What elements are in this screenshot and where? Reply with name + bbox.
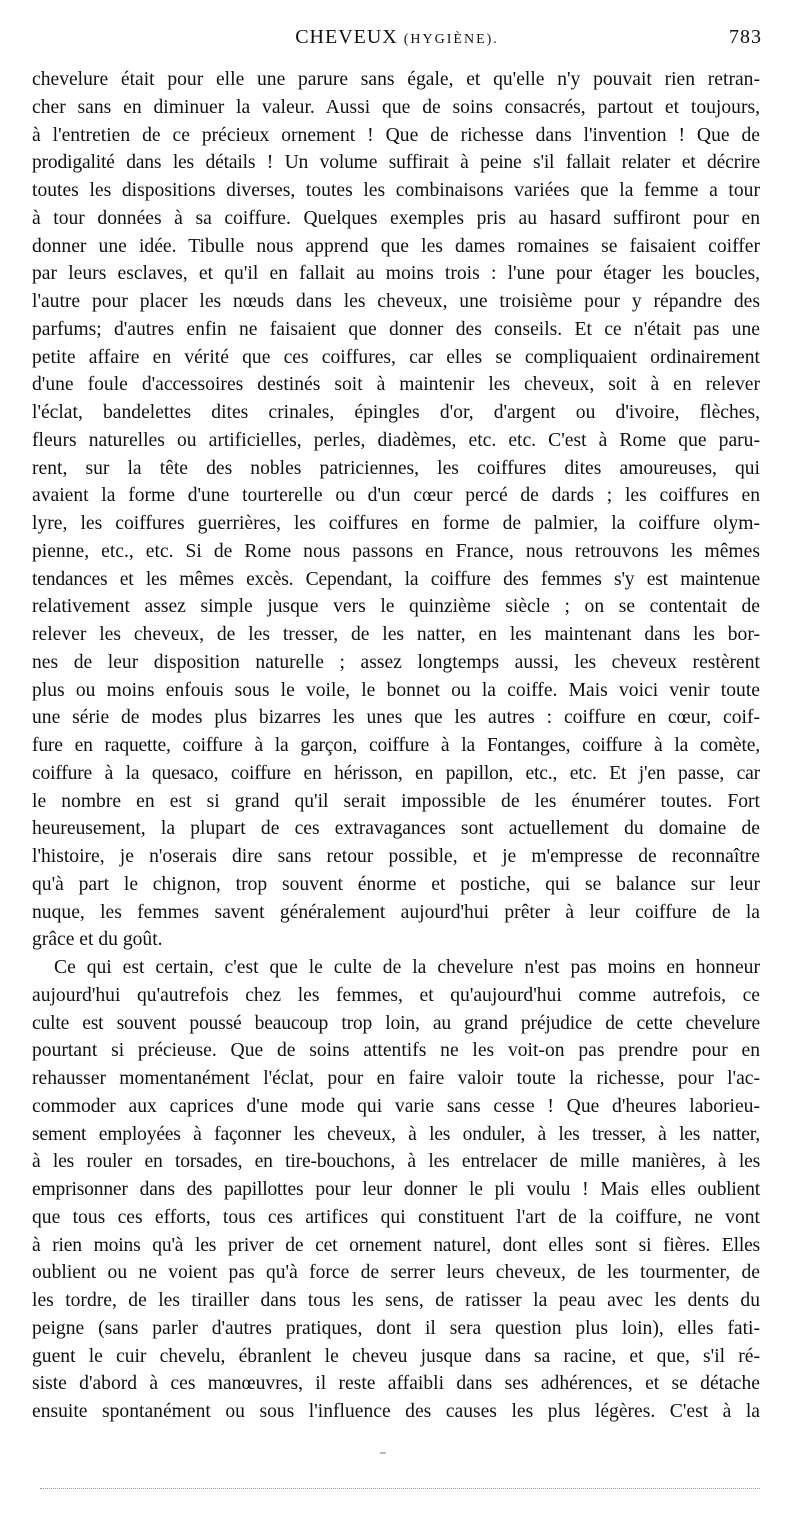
footer-dotted-rule	[40, 1488, 760, 1489]
text-line: nes de leur disposition naturelle ; assez longtemps aussi, les cheveux restèrent	[32, 651, 760, 673]
running-title-subtitle: (HYGIÈNE).	[403, 32, 499, 47]
text-line: qu'à part le chignon, trop souvent énorme et postiche, qui se balance sur leur	[32, 873, 760, 895]
text-line: à tour données à sa coiffure. Quelques exemples pris au hasard suffiront pour en	[32, 207, 760, 229]
text-line: les tordre, de les tirailler dans tous les sens, de ratisser la peau avec les dents du	[32, 1290, 760, 1311]
text-line: pourtant si précieuse. Que de soins attentifs ne les voit-on pas prendre pour en	[32, 1040, 760, 1062]
text-line: prodigalité dans les détails ! Un volume suffirait à peine s'il fallait relater et décrire	[32, 152, 760, 174]
text-line: relativement assez simple jusque vers le quinzième siècle ; on se contentait de	[32, 596, 760, 618]
text-line: d'une foule d'accessoires destinés soit à maintenir les cheveux, soit à en relever	[32, 374, 760, 396]
text-line: cher sans en diminuer la valeur. Aussi que de soins consacrés, partout et toujours,	[32, 96, 760, 118]
text-line: à l'entretien de ce précieux ornement ! Que de richesse dans l'invention ! Que de	[32, 124, 760, 146]
text-line: à rien moins qu'à les priver de cet ornement naturel, dont elles sont si fières. Elles	[32, 1234, 760, 1256]
body-text	[32, 66, 760, 1426]
text-line: culte est souvent poussé beaucoup trop loin, au grand préjudice de cette chevelure	[32, 1012, 760, 1034]
text-line: le nombre en est si grand qu'il serait impossible de les énumérer toutes. Fort	[32, 790, 760, 812]
text-line: Ce qui est certain, c'est que le culte de la chevelure n'est pas moins en honneur	[54, 957, 760, 978]
text-line: petite affaire en vérité que ces coiffures, car elles se compliquaient ordinairement	[32, 346, 760, 368]
text-line: rent, sur la tête des nobles patriciennes, les coiffures dites amoureuses, qui	[32, 457, 760, 479]
text-line: que tous ces efforts, tous ces artifices qui constituent l'art de la coiffure, ne vont	[32, 1206, 760, 1228]
page-number: 783	[729, 26, 762, 48]
text-line: relever les cheveux, de les tresser, de les natter, en les maintenant dans les bor-	[32, 624, 760, 645]
text-line: peigne (sans parler d'autres pratiques, dont il sera question plus loin), elles fati-	[32, 1317, 760, 1339]
text-line: oublient ou ne voient pas qu'à force de serrer leurs cheveux, de les tourmenter, de	[32, 1262, 760, 1284]
text-line: pienne, etc., etc. Si de Rome nous passons en France, nous retrouvons les mêmes	[32, 540, 760, 562]
text-line: l'autre pour placer les nœuds dans les cheveux, une troisième pour y répandre des	[32, 291, 760, 312]
text-line: aujourd'hui qu'autrefois chez les femmes, et qu'aujourd'hui comme autrefois, ce	[32, 984, 760, 1006]
text-line: toutes les dispositions diverses, toutes les combinaisons variées que la femme a tour	[32, 180, 760, 201]
text-line: emprisonner dans des papillottes pour leur donner le pli voulu ! Mais elles oublient	[32, 1179, 760, 1200]
text-line: une série de modes plus bizarres les unes que les autres : coiffure en cœur, coif-	[32, 707, 760, 729]
text-line: sement employées à façonner les cheveux, à les onduler, à les tresser, à les natter,	[32, 1123, 760, 1145]
text-line: commoder aux caprices d'une mode qui varie sans cesse ! Que d'heures laborieu-	[32, 1095, 760, 1117]
text-line: guent le cuir chevelu, ébranlent le cheveu jusque dans sa racine, et que, s'il ré-	[32, 1345, 760, 1367]
text-line: tendances et les mêmes excès. Cependant, la coiffure des femmes s'y est maintenue	[32, 568, 760, 590]
text-line: par leurs esclaves, et qu'il en fallait au moins trois : l'une pour étager les boucles,	[32, 263, 760, 285]
text-line: à les rouler en torsades, en tire-bouchons, à les entrelacer de mille manières, à les	[32, 1151, 760, 1173]
text-line: fure en raquette, coiffure à la garçon, coiffure à la Fontanges, coiffure à la comète,	[32, 735, 760, 756]
running-title	[32, 26, 762, 49]
text-line: avaient la forme d'une tourterelle ou d'un cœur percé de dards ; les coiffures en	[32, 485, 760, 507]
text-line: ensuite spontanément ou sous l'influence des causes les plus légères. C'est à la	[32, 1401, 760, 1422]
text-line: plus ou moins enfouis sous le voile, le bonnet ou la coiffe. Mais voici venir toute	[32, 679, 760, 701]
print-mark	[380, 1452, 386, 1454]
text-line: rehausser momentanément l'éclat, pour en faire valoir toute la richesse, pour l'ac-	[32, 1068, 760, 1089]
text-line: nuque, les femmes savent généralement aujourd'hui prêter à leur coiffure de la	[32, 901, 760, 923]
text-line: fleurs naturelles ou artificielles, perles, diadèmes, etc. etc. C'est à Rome que paru-	[32, 429, 760, 451]
text-line: coiffure à la quesaco, coiffure en hérisson, en papillon, etc., etc. Et j'en passe, car	[32, 762, 760, 784]
text-line: l'éclat, bandelettes dites crinales, épingles d'or, d'argent ou d'ivoire, flèches,	[32, 402, 760, 423]
text-line: heureusement, la plupart de ces extravagances sont actuellement du domaine de	[32, 818, 760, 840]
running-title-main: CHEVEUX	[295, 26, 398, 48]
text-line: siste d'abord à ces manœuvres, il reste affaibli dans ses adhérences, et se détache	[32, 1373, 760, 1395]
text-line: lyre, les coiffures guerrières, les coiffures en forme de palmier, la coiffure olym-	[32, 513, 760, 534]
text-line: donner une idée. Tibulle nous apprend que les dames romaines se faisaient coiffer	[32, 235, 760, 257]
text-line: parfums; d'autres enfin ne faisaient que donner des conseils. Et ce n'était pas une	[32, 318, 760, 340]
running-head	[32, 26, 762, 60]
text-line: l'histoire, je n'oserais dire sans retour possible, et je m'empresse de reconnaître	[32, 846, 760, 867]
text-line: grâce et du goût.	[32, 929, 163, 951]
text-line: chevelure était pour elle une parure sans égale, et qu'elle n'y pouvait rien retran-	[32, 69, 760, 90]
